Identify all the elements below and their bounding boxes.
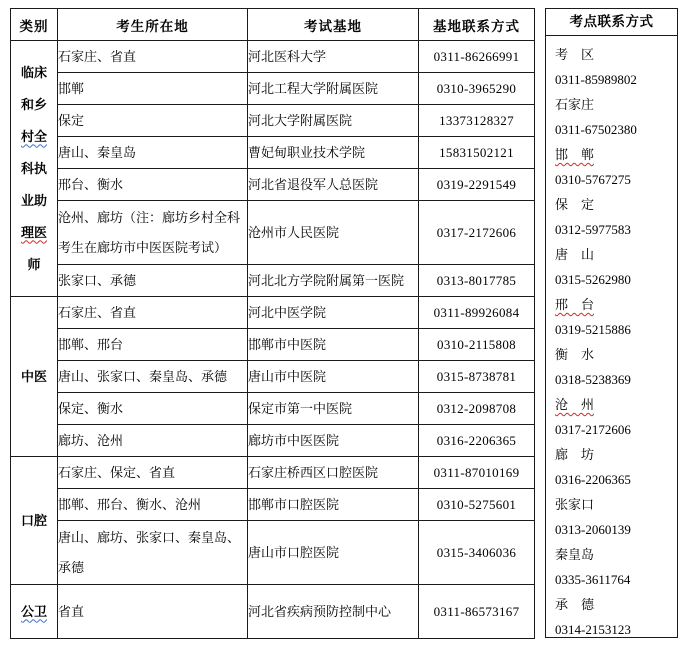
base-cell: 河北省疾病预防控制中心 — [248, 585, 419, 639]
base-cell: 廊坊市中医医院 — [248, 425, 419, 457]
location-cell: 保定、衡水 — [58, 393, 248, 425]
location-cell: 邯郸、邢台 — [58, 329, 248, 361]
phone-cell: 0311-87010169 — [419, 457, 535, 489]
table-row — [11, 297, 535, 329]
category-label: 口腔 — [20, 512, 47, 528]
location-cell: 邢台、衡水 — [58, 169, 248, 201]
location-cell: 保定 — [58, 105, 248, 137]
table-row — [11, 265, 535, 297]
category-label-line: 和乡 — [20, 96, 47, 112]
contact-city-label: 张家口 — [555, 497, 595, 512]
table-row — [11, 489, 535, 521]
phone-cell: 0311-89926084 — [419, 297, 535, 329]
phone-cell: 0311-86573167 — [419, 585, 535, 639]
location-cell: 唐山、秦皇岛 — [58, 137, 248, 169]
contact-city — [555, 292, 673, 317]
category-cell — [11, 297, 58, 457]
contact-city-label: 秦皇岛 — [555, 547, 595, 562]
base-cell: 石家庄桥西区口腔医院 — [248, 457, 419, 489]
phone-cell: 15831502121 — [419, 137, 535, 169]
phone-cell: 0319-2291549 — [419, 169, 535, 201]
location-cell: 石家庄、省直 — [58, 297, 248, 329]
contact-phone: 0319-5215886 — [555, 322, 631, 337]
contact-phone: 0314-2153123 — [555, 622, 631, 637]
category-label-line: 村全 — [20, 128, 47, 144]
category-label-line: 科执 — [20, 160, 47, 176]
phone-cell: 0310-2115808 — [419, 329, 535, 361]
category-cell — [11, 585, 58, 639]
category-label-line: 业助 — [20, 192, 47, 208]
phone-cell: 0311-86266991 — [419, 41, 535, 73]
contact-city-label: 保 定 — [555, 197, 595, 212]
contact-phone: 0310-5767275 — [555, 172, 631, 187]
phone-cell: 0310-5275601 — [419, 489, 535, 521]
phone-cell: 0315-8738781 — [419, 361, 535, 393]
category-label-line: 理医 — [20, 224, 47, 240]
base-cell: 河北北方学院附属第一医院 — [248, 265, 419, 297]
location-cell: 邯郸 — [58, 73, 248, 105]
col-header-exam-base: 考试基地 — [248, 9, 419, 41]
location-cell: 石家庄、省直 — [58, 41, 248, 73]
contact-city-label: 考 区 — [555, 47, 595, 62]
contact-city-label: 承 德 — [555, 597, 595, 612]
site-contact-table — [545, 8, 678, 638]
contact-city-label: 石家庄 — [555, 97, 595, 112]
location-cell: 省直 — [58, 585, 248, 639]
contact-phone: 0313-2060139 — [555, 522, 631, 537]
category-label: 公卫 — [20, 603, 47, 619]
contact-city-label: 唐 山 — [555, 247, 595, 262]
main-table-body — [11, 41, 535, 639]
contact-city — [555, 542, 673, 567]
location-cell: 邯郸、邢台、衡水、沧州 — [58, 489, 248, 521]
location-cell: 沧州、廊坊（注：廊坊乡村全科考生在廊坊市中医医院考试） — [58, 201, 248, 265]
phone-cell: 13373128327 — [419, 105, 535, 137]
phone-cell: 0312-2098708 — [419, 393, 535, 425]
location-cell: 廊坊、沧州 — [58, 425, 248, 457]
contact-phone: 0311-67502380 — [555, 122, 637, 137]
category-cell — [11, 41, 58, 297]
site-contact-list — [546, 36, 677, 642]
location-cell: 石家庄、保定、省直 — [58, 457, 248, 489]
contact-city — [555, 92, 673, 117]
contact-city-label: 沧 州 — [555, 397, 595, 412]
contact-phone: 0315-5262980 — [555, 272, 631, 287]
location-cell: 唐山、廊坊、张家口、秦皇岛、承德 — [58, 521, 248, 585]
base-cell: 保定市第一中医院 — [248, 393, 419, 425]
contact-city-label: 邢 台 — [555, 297, 595, 312]
phone-cell: 0313-8017785 — [419, 265, 535, 297]
base-cell: 唐山市口腔医院 — [248, 521, 419, 585]
contact-city — [555, 492, 673, 517]
table-row — [11, 521, 535, 585]
contact-city — [555, 42, 673, 67]
contact-phone: 0316-2206365 — [555, 472, 631, 487]
table-row — [11, 393, 535, 425]
category-label-line: 临床 — [20, 64, 47, 80]
table-row — [11, 137, 535, 169]
contact-city-label: 廊 坊 — [555, 447, 595, 462]
base-cell: 邯郸市中医院 — [248, 329, 419, 361]
contact-phone: 0318-5238369 — [555, 372, 631, 387]
contact-city-label: 衡 水 — [555, 347, 595, 362]
category-cell — [11, 457, 58, 585]
table-row — [11, 457, 535, 489]
table-row — [11, 169, 535, 201]
base-cell: 河北工程大学附属医院 — [248, 73, 419, 105]
contact-city-label: 邯 郸 — [555, 147, 595, 162]
table-row — [11, 41, 535, 73]
base-cell: 河北省退役军人总医院 — [248, 169, 419, 201]
category-label-line: 师 — [27, 256, 41, 272]
col-header-base-contact: 基地联系方式 — [419, 9, 535, 41]
base-cell: 河北医科大学 — [248, 41, 419, 73]
base-cell: 邯郸市口腔医院 — [248, 489, 419, 521]
contact-city — [555, 192, 673, 217]
contact-city — [555, 442, 673, 467]
contact-phone: 0317-2172606 — [555, 422, 631, 437]
table-row — [11, 425, 535, 457]
phone-cell: 0316-2206365 — [419, 425, 535, 457]
table-row — [11, 361, 535, 393]
contact-city — [555, 392, 673, 417]
contact-city — [555, 242, 673, 267]
contact-phone: 0311-85989802 — [555, 72, 637, 87]
base-cell: 河北中医学院 — [248, 297, 419, 329]
table-row — [11, 329, 535, 361]
base-cell: 曹妃甸职业技术学院 — [248, 137, 419, 169]
table-row — [11, 73, 535, 105]
exam-base-table — [10, 8, 535, 639]
base-cell: 河北大学附属医院 — [248, 105, 419, 137]
col-header-candidate-location: 考生所在地 — [58, 9, 248, 41]
header-row — [11, 9, 535, 41]
base-cell: 沧州市人民医院 — [248, 201, 419, 265]
col-header-category: 类别 — [11, 9, 58, 41]
table-row — [11, 585, 535, 639]
contact-city — [555, 142, 673, 167]
base-cell: 唐山市中医院 — [248, 361, 419, 393]
table-row — [11, 201, 535, 265]
contact-phone: 0335-3611764 — [555, 572, 631, 587]
contact-city — [555, 592, 673, 617]
table-row — [11, 105, 535, 137]
category-label: 中医 — [20, 368, 47, 384]
col-header-site-contact: 考点联系方式 — [546, 9, 677, 36]
phone-cell: 0310-3965290 — [419, 73, 535, 105]
location-cell: 张家口、承德 — [58, 265, 248, 297]
phone-cell: 0315-3406036 — [419, 521, 535, 585]
location-cell: 唐山、张家口、秦皇岛、承德 — [58, 361, 248, 393]
contact-city — [555, 342, 673, 367]
phone-cell: 0317-2172606 — [419, 201, 535, 265]
contact-phone: 0312-5977583 — [555, 222, 631, 237]
